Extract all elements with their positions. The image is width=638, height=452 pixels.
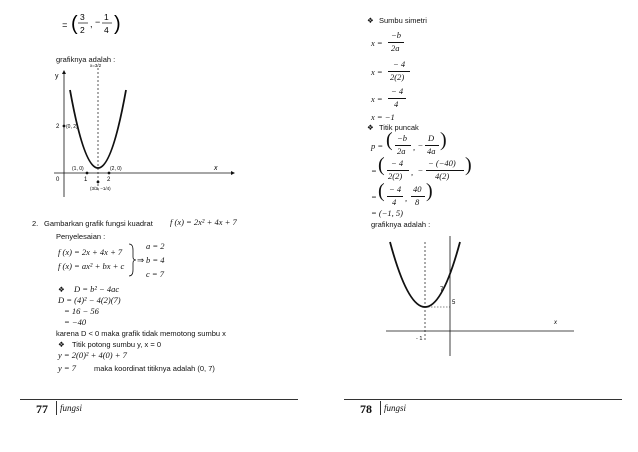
graph1-caption: grafiknya adalah : — [56, 55, 116, 64]
svg-text:(: ( — [71, 13, 78, 35]
ycut-result: y = 7 — [58, 363, 77, 373]
graph2-caption: grafiknya adalah : — [371, 220, 431, 229]
footer-divider — [380, 401, 381, 415]
coef-a: a = 2 — [146, 241, 165, 251]
graph1-symmetry-label: x=3/2 — [90, 63, 102, 68]
footer-line — [344, 399, 622, 400]
footer-label: fungsi — [384, 403, 407, 413]
vertex-step-1: p = ( −b 2a , − D 4a ) — [371, 129, 447, 156]
graph2-x-label: x — [554, 320, 557, 326]
svg-text:2: 2 — [80, 25, 85, 35]
sym-step-2: x = − 4 2(2) — [371, 59, 406, 82]
footer-label: fungsi — [60, 403, 83, 413]
vertex-title: Titik puncak — [379, 123, 419, 132]
graph1-point-root2: (2, 0) — [110, 166, 122, 172]
svg-text:−: − — [95, 17, 101, 27]
sym-title: Sumbu simetri — [379, 16, 427, 25]
solution-label: Penyelesaian : — [56, 232, 106, 241]
graph1-tick-y2: 2 — [56, 124, 60, 130]
svg-text:,: , — [90, 19, 93, 29]
disc-calc: = 16 − 56 — [64, 306, 99, 316]
implies-arrow: ⇒ — [137, 255, 145, 265]
footer-line — [20, 399, 298, 400]
disc-bullet: ❖ — [58, 285, 65, 294]
page-number: 77 — [36, 402, 48, 416]
svg-text:3: 3 — [80, 12, 85, 22]
graph2-tick-y7: 7 — [440, 287, 444, 293]
sym-step-1: x = −b 2a — [371, 30, 401, 53]
graph1-point-root1: (1, 0) — [72, 166, 84, 172]
coef-c: c = 7 — [146, 269, 165, 279]
page-number: 78 — [360, 402, 372, 416]
problem-function: f (x) = 2x² + 4x + 7 — [170, 217, 237, 227]
graph1-y-label: y — [55, 73, 59, 80]
ycut-calc: y = 2(0)² + 4(0) + 7 — [58, 350, 127, 360]
graph1-tick-2: 2 — [107, 177, 111, 183]
vertex-step-2: = ( − 4 2(2) , − − (−40) 4(2) ) — [371, 154, 472, 181]
system-line-1: f (x) = 2x + 4x + 7 — [58, 247, 123, 257]
svg-text:): ) — [114, 13, 121, 35]
vertex-bullet: ❖ — [367, 123, 374, 132]
graph1-tick-origin: 0 — [56, 177, 60, 183]
left-page — [18, 0, 318, 452]
problem-number: 2. — [32, 219, 39, 228]
graph1-tick-1: 1 — [84, 177, 88, 183]
sym-step-3: x = − 4 4 — [371, 86, 404, 109]
graph2-parabola-plot — [382, 228, 582, 358]
sym-bullet: ❖ — [367, 16, 374, 25]
svg-text:=: = — [62, 20, 68, 30]
disc-note: karena D < 0 maka grafik tidak memotong sumbu x — [56, 329, 226, 338]
ycut-note: maka koordinat titiknya adalah (0, 7) — [94, 364, 215, 373]
graph1-parabola-plot — [46, 62, 236, 202]
vertex-result: = (−1, 5) — [371, 208, 404, 218]
problem-text: Gambarkan grafik fungsi kuadrat — [44, 219, 153, 228]
graph1-point-vertex: (3/2, −1/4) — [90, 186, 111, 191]
vertex-result-formula — [62, 8, 142, 48]
disc-definition: D = b² − 4ac — [74, 284, 120, 294]
graph1-x-label: x — [214, 165, 218, 172]
system-line-2: f (x) = ax² + bx + c — [58, 261, 125, 271]
graph1-point-yint: (0, 2) — [66, 124, 78, 130]
disc-result: = −40 — [64, 317, 87, 327]
svg-text:1: 1 — [104, 12, 109, 22]
footer-divider — [56, 401, 57, 415]
disc-substitution: D = (4)² − 4(2)(7) — [58, 295, 121, 305]
vertex-step-3: = ( − 4 4 , 40 8 ) — [371, 180, 433, 207]
graph2-tick-x: - 1 — [416, 336, 423, 342]
graph2-tick-y5: 5 — [452, 300, 456, 306]
sym-result: x = −1 — [371, 112, 395, 122]
ycut-bullet: ❖ — [58, 340, 65, 349]
coef-b: b = 4 — [146, 255, 165, 265]
ycut-title: Titik potong sumbu y, x = 0 — [72, 340, 162, 349]
right-page — [342, 0, 638, 452]
svg-text:4: 4 — [104, 25, 109, 35]
